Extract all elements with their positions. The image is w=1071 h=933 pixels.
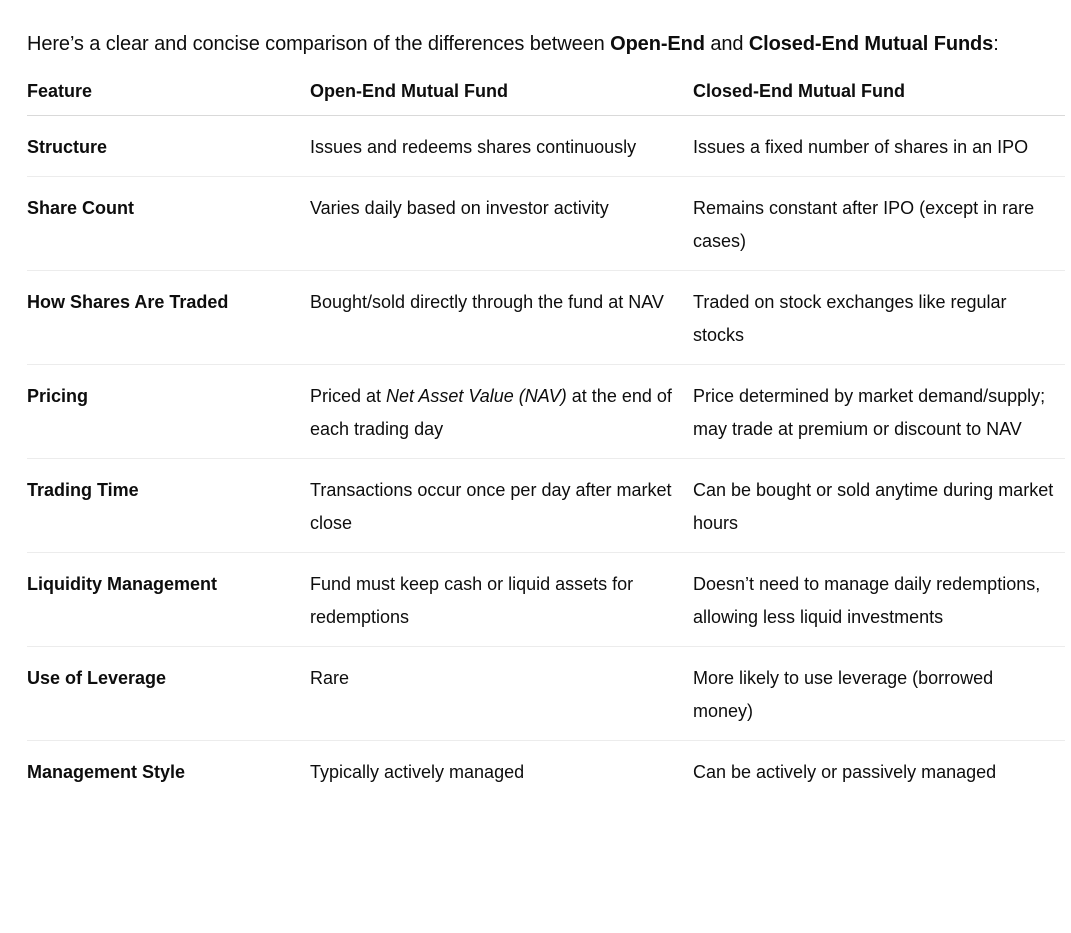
row-open-end: Transactions occur once per day after market close — [310, 459, 693, 553]
row-open-end: Rare — [310, 647, 693, 741]
row-feature: Structure — [27, 115, 310, 177]
header-open-end: Open-End Mutual Fund — [310, 67, 693, 115]
table-row — [27, 271, 1065, 365]
table-row — [27, 553, 1065, 647]
table-row — [27, 459, 1065, 553]
table-row — [27, 365, 1065, 459]
row-feature: Management Style — [27, 762, 186, 782]
row-open-end: Bought/sold directly through the fund at NAV — [310, 271, 693, 365]
intro-bold-closed-end: Closed-End Mutual Funds — [748, 33, 994, 55]
intro-paragraph — [27, 26, 1047, 63]
row-open-end: Typically actively managed — [310, 762, 525, 782]
row-open-end: Fund must keep cash or liquid assets for redemptions — [310, 553, 693, 647]
row-feature: Share Count — [27, 177, 310, 271]
header-closed-end: Closed-End Mutual Fund — [693, 67, 1065, 115]
header-feature: Feature — [27, 67, 310, 115]
pricing-open-suffix: at the end of each trading day — [310, 386, 672, 439]
row-open-end: Varies daily based on investor activity — [310, 177, 693, 271]
row-closed-end: Remains constant after IPO (except in rare cases) — [693, 177, 1065, 271]
table-row — [27, 177, 1065, 271]
pricing-open-nav: Net Asset Value (NAV) — [386, 386, 567, 406]
row-closed-end: Can be bought or sold anytime during market hours — [693, 459, 1065, 553]
row-closed-end: Can be actively or passively managed — [693, 762, 997, 782]
pricing-open-prefix: Priced at — [310, 386, 387, 406]
intro-suffix: : — [993, 33, 999, 55]
table-row — [27, 647, 1065, 741]
row-open-end: Issues and redeems shares continuously — [310, 115, 693, 177]
row-feature: Use of Leverage — [27, 647, 310, 741]
comparison-table — [27, 67, 1065, 802]
table-row — [27, 741, 1065, 802]
row-closed-end: More likely to use leverage (borrowed money) — [693, 647, 1065, 741]
row-open-end — [310, 365, 693, 459]
intro-middle: and — [704, 33, 749, 55]
intro-prefix: Here’s a clear and concise comparison of the differences between — [27, 33, 611, 55]
row-closed-end: Doesn’t need to manage daily redemptions, allowing less liquid investments — [693, 553, 1065, 647]
row-feature: How Shares Are Traded — [27, 271, 310, 365]
row-closed-end: Price determined by market demand/supply; may trade at premium or discount to NAV — [693, 365, 1065, 459]
row-feature: Pricing — [27, 365, 310, 459]
row-feature: Liquidity Management — [27, 553, 310, 647]
row-closed-end: Issues a fixed number of shares in an IPO — [693, 115, 1065, 177]
intro-bold-open-end: Open-End — [610, 33, 705, 55]
row-feature: Trading Time — [27, 459, 310, 553]
table-row — [27, 115, 1065, 177]
row-closed-end: Traded on stock exchanges like regular stocks — [693, 271, 1065, 365]
table-header-row — [27, 67, 1065, 115]
